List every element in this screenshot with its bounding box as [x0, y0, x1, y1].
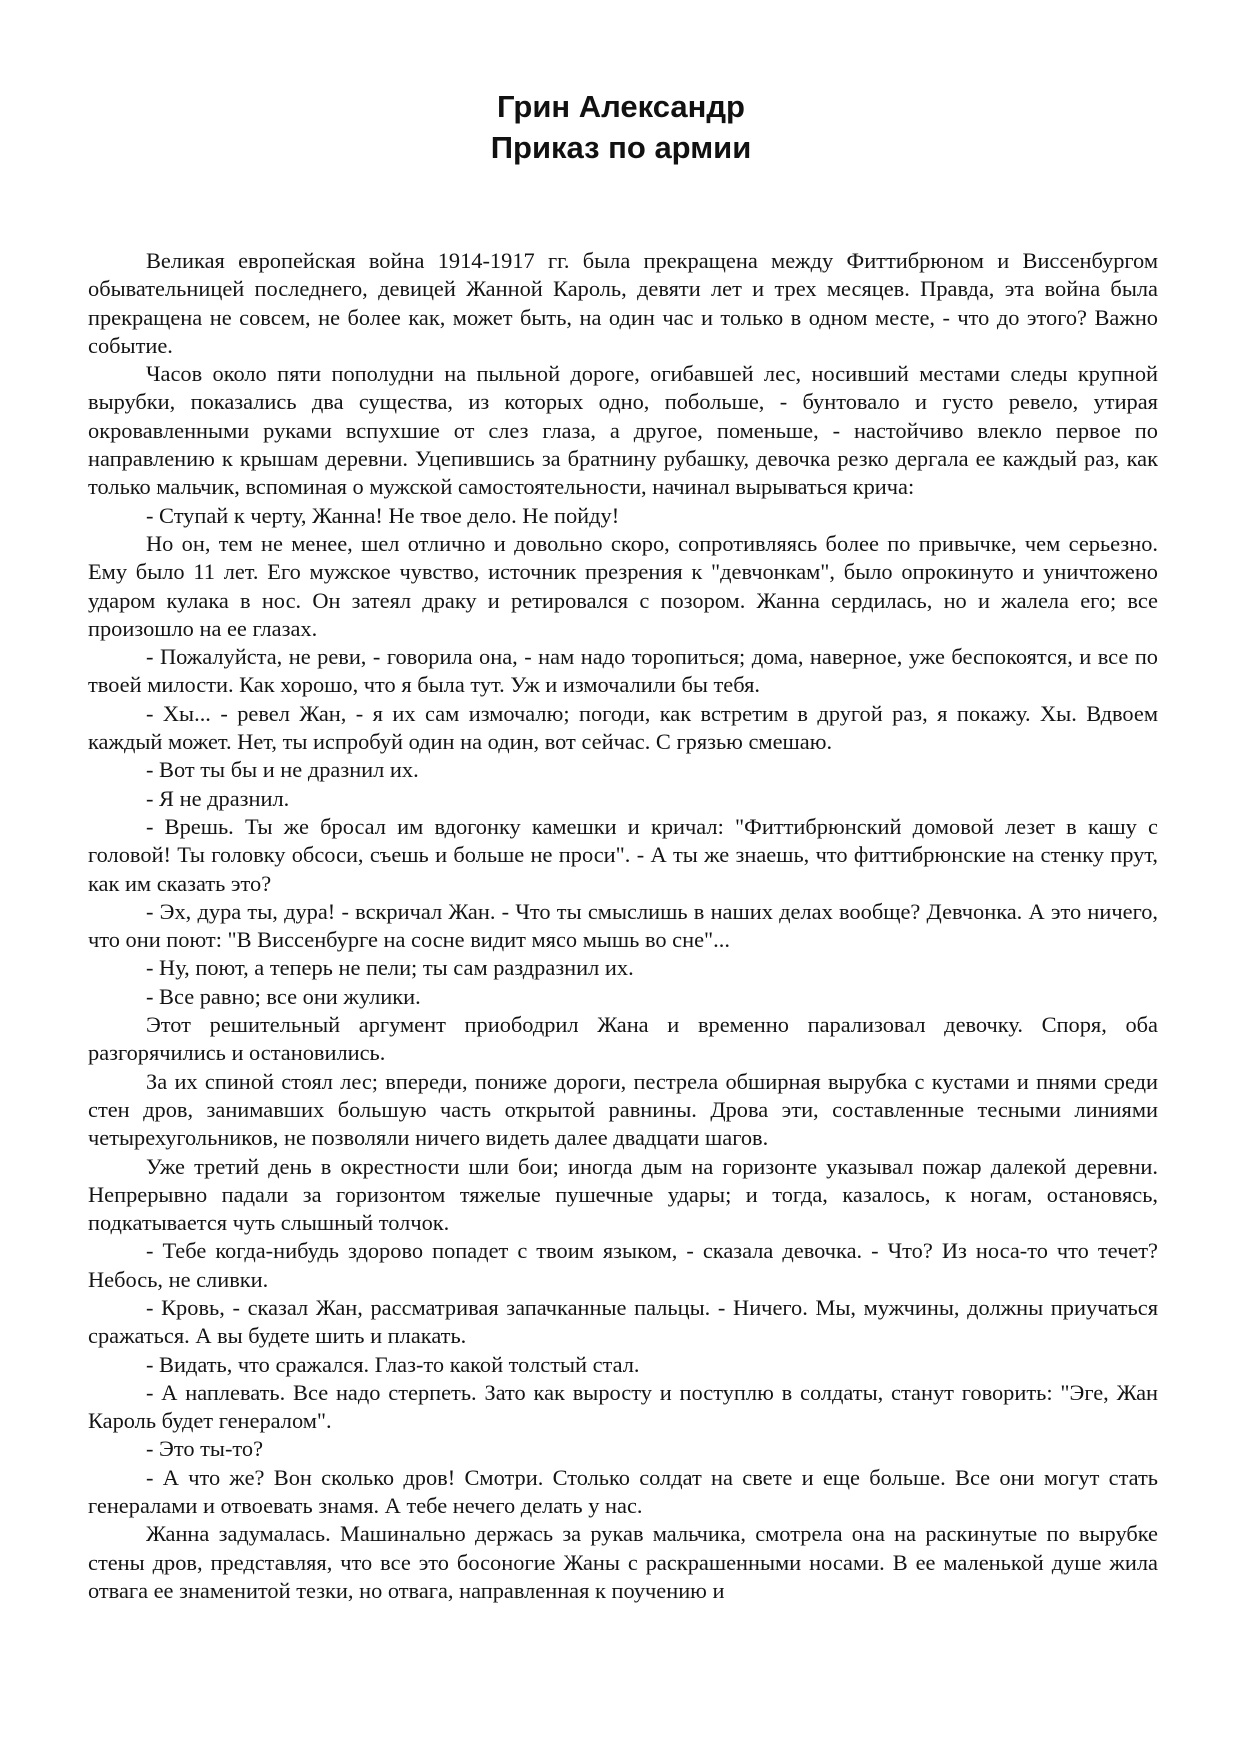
story-body [88, 247, 1158, 1605]
paragraph: - А наплевать. Все надо стерпеть. Зато как выросту и поступлю в солдаты, станут говорить: "Эге, Жан Кароль будет генералом". [88, 1379, 1158, 1434]
paragraph: - Видать, что сражался. Глаз-то какой толстый стал. [146, 1351, 640, 1377]
story-title: Приказ по армии [490, 130, 752, 165]
document-header [0, 86, 1242, 168]
paragraph: - Вот ты бы и не дразнил их. [146, 757, 419, 783]
paragraph: Великая европейская война 1914-1917 гг. была прекращена между Фиттибрюном и Виссенбургом обывательницей последнего, девицей Жанной Кароль, девяти лет и трех месяцев. Правда, эта война была прекращена не совсем, не более как, может быть, на один час и только в одном месте, - что до этого? Важно событие. [88, 248, 1158, 358]
paragraph: - Эх, дура ты, дура! - вскричал Жан. - Что ты смыслишь в наших делах вообще? Девчонка. А это ничего, что они поют: "В Виссенбурге на сосне видит мясо мышь во сне"... [88, 898, 1158, 953]
paragraph: Часов около пяти пополудни на пыльной дороге, огибавшей лес, носивший местами следы крупной вырубки, показались два существа, из которых одно, побольше, - бунтовало и густо ревело, утирая окровавленными руками вспухшие от слез глаза, а другое, поменьше, - настойчиво влекло первое по направлению к крышам деревни. Уцепившись за братнину рубашку, девочка резко дергала ее каждый раз, как только мальчик, вспоминая о мужской самостоятельности, начинал вырываться крича: [88, 361, 1158, 500]
paragraph: - Тебе когда-нибудь здорово попадет с твоим языком, - сказала девочка. - Что? Из носа-то что течет? Небось, не сливки. [88, 1238, 1158, 1292]
paragraph: Но он, тем не менее, шел отлично и довольно скоро, сопротивляясь более по привычке, чем серьезно. Ему было 11 лет. Его мужское чувство, источник презрения к "девчонкам", было опрокинуто и уничтожено ударом кулака в нос. Он затеял драку и ретировался с позором. Жанна сердилась, но и жалела его; все произошло на ее глазах. [88, 530, 1158, 641]
paragraph: - Все равно; все они жулики. [146, 983, 421, 1009]
paragraph: - Я не дразнил. [146, 785, 290, 811]
paragraph: - Это ты-то? [146, 1436, 264, 1462]
paragraph: - Ну, поют, а теперь не пели; ты сам раздразнил их. [146, 955, 634, 981]
paragraph: - Ступай к черту, Жанна! Не твое дело. Не пойду! [146, 502, 620, 528]
paragraph: - Хы... - ревел Жан, - я их сам измочалю; погоди, как встретим в другой раз, я покажу. Хы. Вдвоем каждый может. Нет, ты испробуй один на один, вот сейчас. С грязью смешаю. [88, 700, 1158, 755]
paragraph: За их спиной стоял лес; впереди, пониже дороги, пестрела обширная вырубка с кустами и пнями среди стен дров, занимавших большую часть открытой равнины. Дрова эти, составленные тесными линиями четырехугольников, не позволяли ничего видеть далее двадцати шагов. [88, 1068, 1158, 1151]
paragraph: - Кровь, - сказал Жан, рассматривая запачканные пальцы. - Ничего. Мы, мужчины, должны приучаться сражаться. А вы будете шить и плакать. [88, 1294, 1158, 1349]
paragraph: - Врешь. Ты же бросал им вдогонку камешки и кричал: "Фиттибрюнский домовой лезет в кашу с головой! Ты головку обсоси, съешь и больше не проси". - А ты же знаешь, что фиттибрюнские на стенку прут, как им сказать это? [88, 813, 1158, 896]
author-name: Грин Александр [497, 89, 745, 124]
paragraph: Этот решительный аргумент приободрил Жана и временно парализовал девочку. Споря, оба разгорячились и остановились. [88, 1012, 1158, 1066]
paragraph: - А что же? Вон сколько дров! Смотри. Столько солдат на свете и еще больше. Все они могут стать генералами и отвоевать знамя. А тебе нечего делать у нас. [88, 1464, 1158, 1519]
paragraph: Жанна задумалась. Машинально держась за рукав мальчика, смотрела она на раскинутые по вырубке стены дров, представляя, что все это босоногие Жаны с раскрашенными носами. В ее маленькой душе жила отвага ее знаменитой тезки, но отвага, направленная к поучению и [88, 1521, 1158, 1603]
paragraph: Уже третий день в окрестности шли бои; иногда дым на горизонте указывал пожар далекой деревни. Непрерывно падали за горизонтом тяжелые пушечные удары; и тогда, казалось, к ногам, остановясь, подкатывается чуть слышный толчок. [88, 1153, 1158, 1236]
paragraph: - Пожалуйста, не реви, - говорила она, - нам надо торопиться; дома, наверное, уже беспокоятся, и все по твоей милости. Как хорошо, что я была тут. Уж и измочалили бы тебя. [88, 644, 1158, 698]
